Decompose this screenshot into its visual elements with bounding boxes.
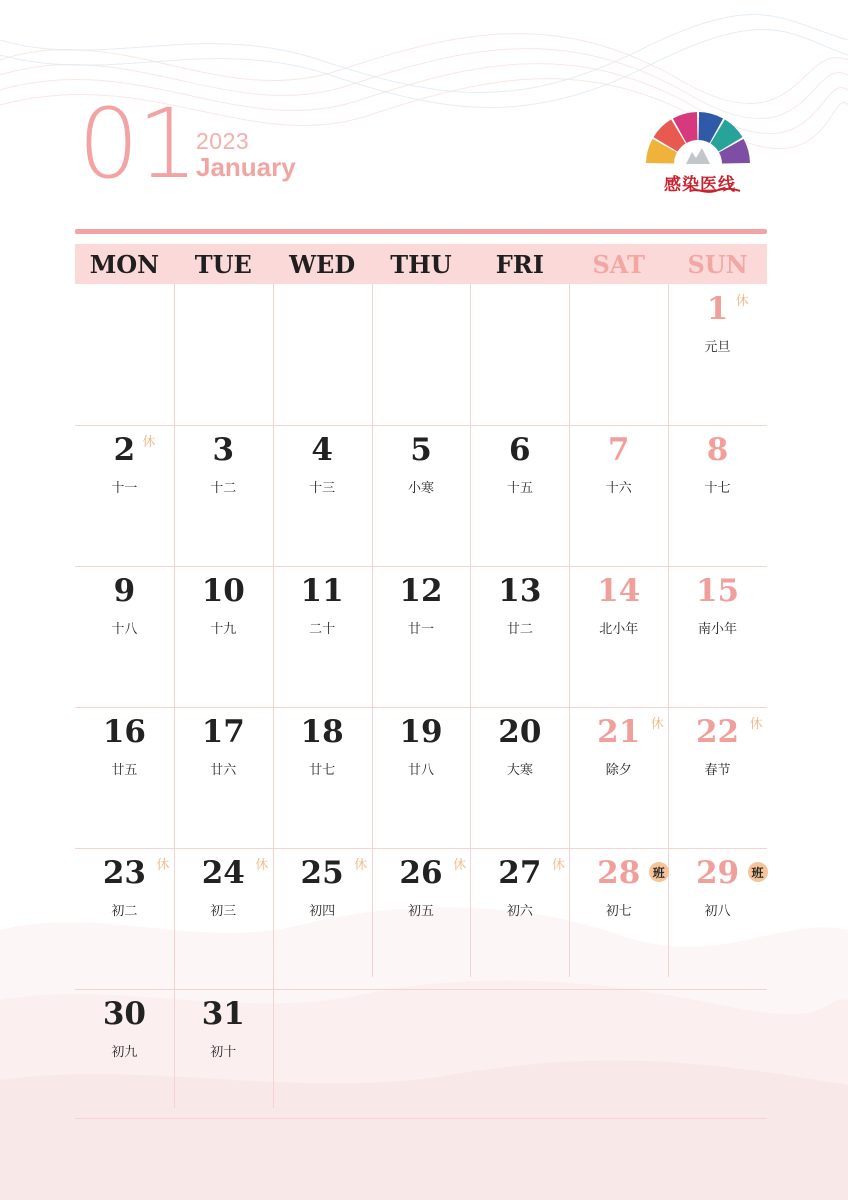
lunar-date: 廿一 [407, 622, 434, 637]
day-cell[interactable] [372, 848, 471, 988]
day-number: 31 [201, 996, 245, 1032]
day-number: 26 [399, 855, 443, 891]
lunar-date: 大寒 [506, 763, 533, 778]
day-number: 4 [311, 432, 333, 468]
holiday-badge: 休 [156, 858, 170, 873]
day-number: 29 [695, 855, 740, 891]
day-cell[interactable] [470, 848, 569, 988]
lunar-date: 廿二 [506, 622, 533, 637]
lunar-date: 春节 [704, 763, 731, 778]
day-number: 24 [201, 855, 245, 891]
day-number: 7 [607, 432, 630, 468]
lunar-date: 初六 [506, 904, 533, 919]
lunar-date: 廿八 [407, 763, 434, 778]
lunar-date: 十一 [111, 481, 138, 496]
holiday-badge: 休 [255, 858, 269, 873]
holiday-badge: 休 [735, 294, 749, 309]
weekday-mon: MON [89, 249, 160, 279]
holiday-badge: 休 [650, 717, 664, 732]
day-cell[interactable] [273, 848, 372, 988]
lunar-date: 廿五 [111, 763, 138, 778]
day-cell[interactable] [668, 425, 767, 565]
lunar-date: 初十 [210, 1045, 237, 1060]
year-label: 2023 [196, 128, 250, 154]
day-cell[interactable] [75, 989, 174, 1129]
day-number: 8 [706, 432, 729, 468]
day-cell[interactable] [273, 425, 372, 565]
lunar-date: 十八 [111, 622, 138, 637]
lunar-date: 十九 [210, 622, 237, 637]
lunar-date: 十二 [210, 481, 237, 496]
lunar-date: 元旦 [704, 340, 731, 355]
holiday-badge: 休 [354, 858, 368, 873]
workday-badge: 班 [748, 862, 768, 882]
day-cell[interactable] [273, 707, 372, 847]
day-number: 13 [498, 573, 542, 609]
day-cell[interactable] [470, 707, 569, 847]
month-number: 01 [78, 88, 197, 200]
day-cell[interactable] [273, 566, 372, 706]
holiday-badge: 休 [452, 858, 466, 873]
lunar-date: 十五 [506, 481, 533, 496]
day-number: 27 [498, 855, 542, 891]
top-divider [75, 229, 767, 234]
lunar-date: 初八 [704, 904, 731, 919]
day-number: 15 [695, 573, 740, 609]
day-cell[interactable] [372, 707, 471, 847]
day-cell[interactable] [372, 566, 471, 706]
day-number: 20 [498, 714, 542, 750]
day-number: 16 [102, 714, 146, 750]
day-cell[interactable] [569, 707, 668, 847]
day-cell[interactable] [372, 425, 471, 565]
lunar-date: 初二 [111, 904, 138, 919]
day-cell[interactable] [470, 425, 569, 565]
day-cell[interactable] [174, 989, 273, 1129]
lunar-date: 初七 [605, 904, 632, 919]
lunar-date: 二十 [309, 622, 336, 637]
day-number: 6 [509, 432, 531, 468]
lunar-date: 初九 [111, 1045, 138, 1060]
holiday-badge: 休 [551, 858, 565, 873]
weekday-tue: TUE [194, 249, 252, 279]
day-cell[interactable] [668, 848, 767, 988]
day-cell[interactable] [174, 425, 273, 565]
day-number: 9 [113, 573, 136, 609]
day-number: 23 [102, 855, 146, 891]
day-cell[interactable] [174, 848, 273, 988]
lunar-date: 十三 [309, 481, 336, 496]
day-cell[interactable] [470, 566, 569, 706]
day-number: 2 [113, 432, 136, 468]
day-number: 28 [597, 855, 641, 891]
logo-underline-icon [690, 188, 740, 194]
day-number: 14 [597, 573, 641, 609]
day-cell[interactable] [174, 566, 273, 706]
lunar-date: 除夕 [605, 763, 632, 778]
lunar-date: 廿六 [210, 763, 237, 778]
day-number: 25 [300, 855, 344, 891]
lunar-date: 十六 [605, 481, 632, 496]
day-cell[interactable] [75, 707, 174, 847]
day-number: 19 [399, 714, 443, 750]
day-number: 17 [201, 714, 245, 750]
day-cell[interactable] [75, 425, 174, 565]
lunar-date: 初三 [210, 904, 237, 919]
lunar-date: 初四 [309, 904, 336, 919]
day-cell[interactable] [668, 707, 767, 847]
holiday-badge: 休 [142, 435, 156, 450]
day-cell[interactable] [668, 284, 767, 424]
day-number: 30 [102, 996, 146, 1032]
weekday-sat: SAT [592, 249, 645, 279]
day-cell[interactable] [668, 566, 767, 706]
holiday-badge: 休 [749, 717, 763, 732]
day-number: 1 [706, 291, 729, 327]
day-number: 21 [597, 714, 641, 750]
day-cell[interactable] [569, 848, 668, 988]
brand-logo-text: 感染医线 [664, 175, 736, 195]
lunar-date: 南小年 [698, 622, 738, 637]
day-cell[interactable] [75, 848, 174, 988]
lunar-date: 廿七 [309, 763, 336, 778]
lunar-date: 十七 [704, 481, 731, 496]
workday-badge: 班 [649, 862, 669, 882]
day-number: 18 [300, 714, 344, 750]
day-cell[interactable] [569, 425, 668, 565]
day-number: 3 [212, 432, 235, 468]
weekday-wed: WED [289, 249, 356, 279]
day-number: 22 [695, 714, 740, 750]
day-cell[interactable] [569, 566, 668, 706]
weekday-fri: FRI [495, 249, 544, 279]
lunar-date: 北小年 [599, 622, 639, 637]
day-number: 5 [410, 432, 432, 468]
weekday-sun: SUN [687, 249, 748, 279]
lunar-date: 小寒 [407, 481, 434, 496]
calendar-grid [75, 244, 767, 1108]
day-cell[interactable] [75, 566, 174, 706]
day-cell[interactable] [174, 707, 273, 847]
day-number: 12 [399, 573, 443, 609]
weekday-thu: THU [390, 249, 452, 279]
day-number: 10 [201, 573, 245, 609]
lunar-date: 初五 [407, 904, 434, 919]
month-name: January [196, 152, 296, 182]
day-number: 11 [300, 573, 344, 609]
